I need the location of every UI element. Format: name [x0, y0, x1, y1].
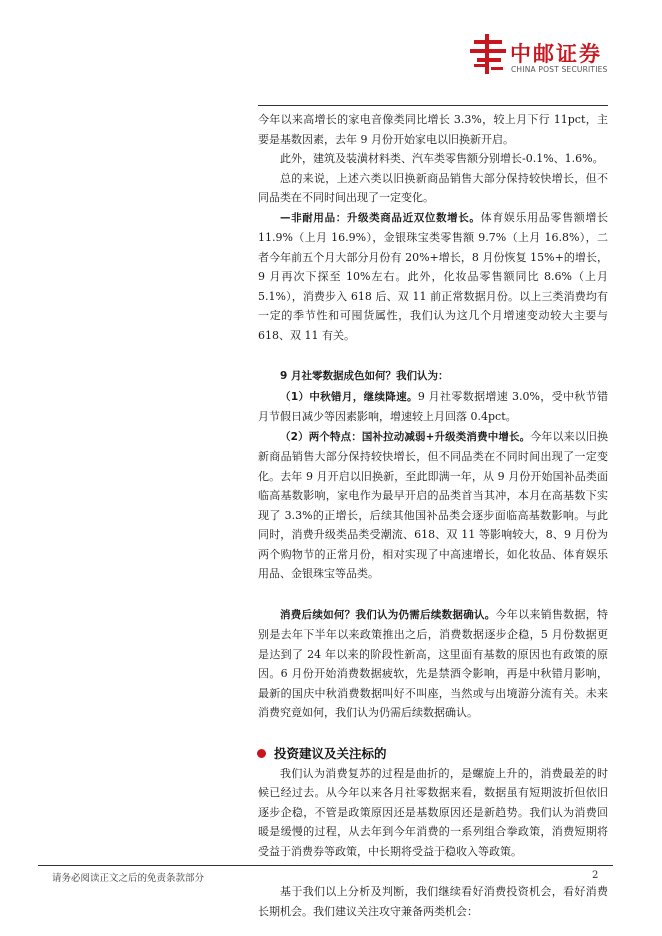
china-post-logo-icon [470, 34, 506, 74]
answer-one-heading: （1）中秋错月，继续降速。 [280, 390, 418, 403]
page-number: 2 [592, 870, 599, 881]
answer-two-heading: （2）两个特点：国补拉动减弱+升级类消费中增长。 [280, 430, 531, 443]
footer-disclaimer: 请务必阅读正文之后的免责条款部分 [52, 873, 205, 884]
paragraph-recommendation: 基于我们以上分析及判断，我们继续看好消费投资机会，看好消费长期机会。我们建议关注攻守兼备两类机会： [258, 885, 608, 918]
answer-two-text: 今年以来以旧换新商品销售大部分保持较快增长，但不同品类在不同时间出现了一定变化。去年 9 月开启以旧换新，至此即满一年，从 9 月份开始国补品类面临高基数影响，家电作为最早开启的品类首当其冲，本月在高基数下实现了 3.3%的正增长，后续其他国补品类会逐步面临高基数影响。与此同时，消费升级类品类受潮流、618、双 11 等影响较大，8、9 月份为两个购物节的正常月份，相对实现了中高速增长，如化妆品、体育娱乐用品、金银珠宝等品类。 [258, 429, 608, 580]
outlook-text: 今年以来销售数据，特别是去年下半年以来政策推出之后，消费数据逐步企稳，5 月份数据更是达到了 24 年以来的阶段性新高，这里面有基数的原因也有政策的原因。6 月份开始消费数据疲软，先是禁酒令影响，再是中秋错月影响，最新的国庆中秋消费数据叫好不叫座，当然或与出境游分流有关。未来消费究竟如何，我们认为仍需后续数据确认。 [258, 607, 609, 719]
answer-one [258, 387, 608, 427]
brand-name-en: CHINA POST SECURITIES [511, 65, 608, 74]
header-rule [258, 105, 608, 106]
section-heading [258, 744, 608, 764]
brand-name-cn: 中邮证券 [510, 42, 602, 66]
paragraph-appliance: 今年以来高增长的家电音像类同比增长 3.3%，较上月下行 11pct，主要是基数因素，去年 9 月份开始家电以旧换新开启。 [258, 113, 608, 146]
paragraph-building-auto: 此外，建筑及装潢材料类、汽车类零售额分别增长-0.1%、1.6%。 [280, 152, 604, 165]
outlook-heading: 消费后续如何？我们认为仍需后续数据确认。 [280, 608, 496, 621]
section-bullet-icon [257, 749, 266, 758]
question-retail-text: 9 月社零数据成色如何？我们认为： [280, 370, 449, 382]
question-retail [258, 366, 608, 387]
answer-two [258, 427, 608, 584]
nondurables-text: 体育娱乐用品零售额增长 11.9%（上月 16.9%），金银珠宝类零售额 9.7%（上月 16.8%），二者今年前五个月大部分月份有 20%+增长，8 月份恢复 15%+的增长，9 月再次下探至 10%左右。此外，化妆品零售额同比 8.6%（上月 5.1%），消费步入 618 后、双 11 前正常数据月份。以上三类消费均有一定的季节性和可囤货属性，我们认为这几个月增速变动较大主要与 618、双 11 有关。 [258, 210, 609, 342]
paragraph-recovery: 我们认为消费复苏的过程是曲折的，是螺旋上升的，消费最差的时候已经过去。从今年以来各月社零数据来看，数据虽有短期波折但依旧逐步企稳，不管是政策原因还是基数原因还是新趋势。我们认为消费回暖是缓慢的过程，从去年到今年消费的一系列组合拳政策，消费短期将受益于消费券等政策，中长期将受益于稳收入等政策。 [258, 766, 608, 858]
footer-rule [38, 865, 613, 866]
section-title: 投资建议及关注标的 [274, 745, 387, 761]
nondurables-heading: —非耐用品：升级类商品近双位数增长。 [280, 211, 481, 224]
answer-one-text: 9 月社零数据增速 3.0%，受中秋节错月节假日减少等因素影响，增速较上月回落 0.4pct。 [258, 389, 609, 423]
company-logo [470, 34, 640, 80]
article-body [258, 110, 608, 921]
paragraph-summary: 总的来说，上述六类以旧换新商品销售大部分保持较快增长，但不同品类在不同时间出现了一定变化。 [258, 171, 608, 204]
paragraph-outlook [258, 605, 608, 723]
paragraph-nondurables [258, 208, 608, 346]
